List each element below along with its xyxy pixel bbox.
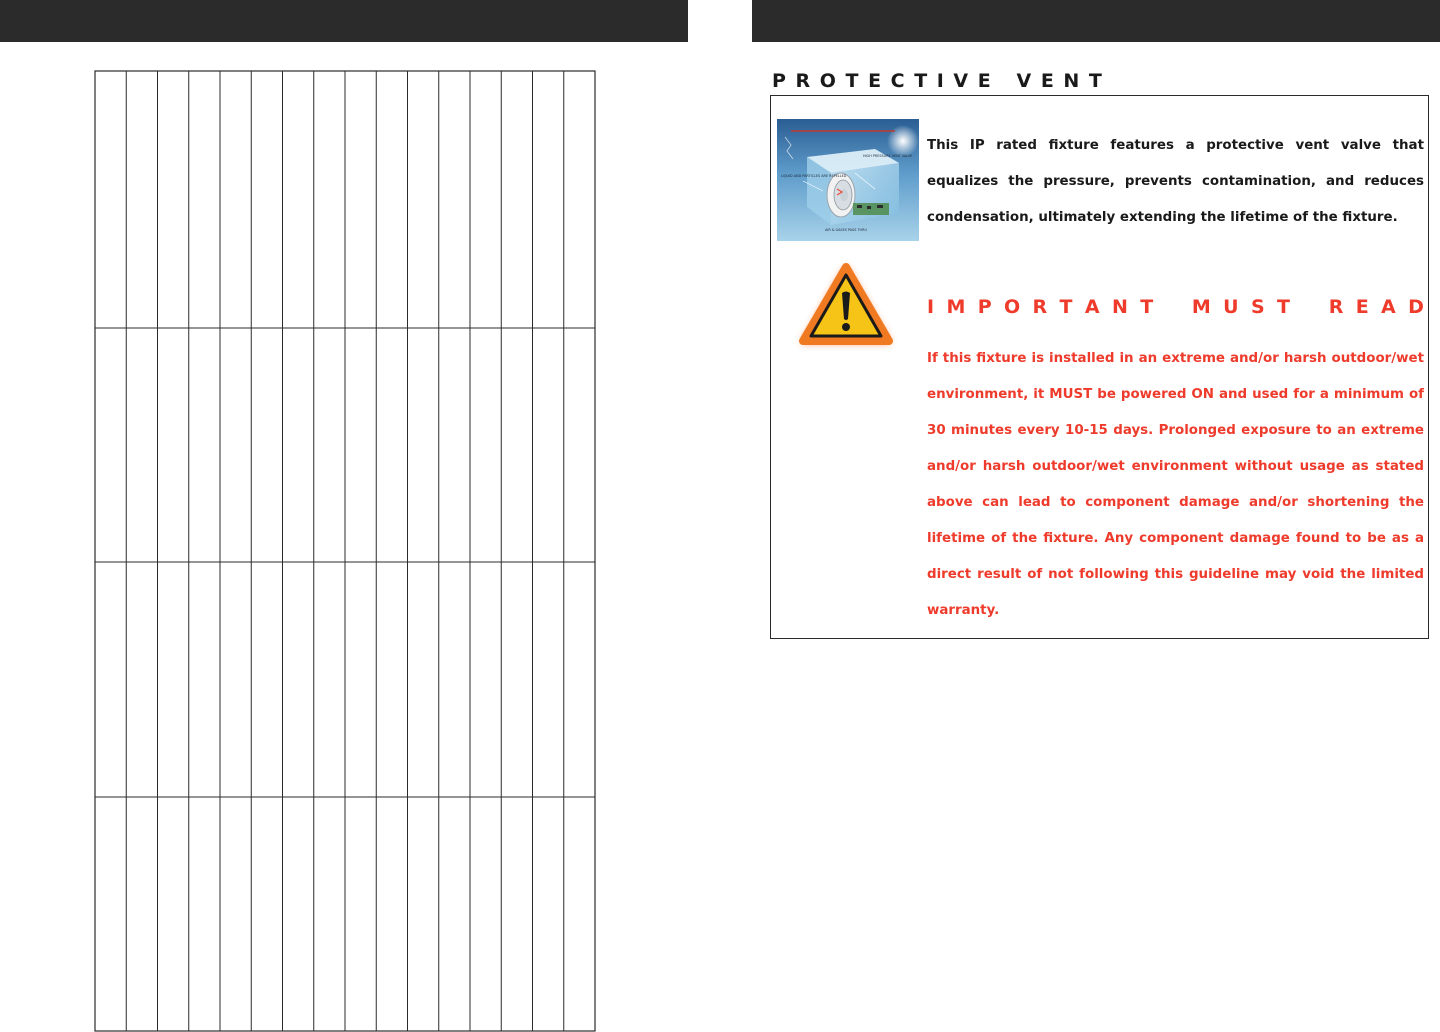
left-header-bar <box>0 0 688 42</box>
title-gap <box>1302 296 1316 318</box>
title-letter: T <box>1059 296 1073 318</box>
intro-paragraph: This IP rated fixture features a protective vent valve that equalizes the pressure, prevents contamination, and reduces condensation, ultimately extending the lifetime of the fixture. <box>927 138 1424 225</box>
title-letter: T <box>1140 296 1154 318</box>
title-letter: D <box>1408 296 1424 318</box>
title-letter: I <box>927 296 935 318</box>
label-liquid-repelled: LIQUID AND PARTICLES ARE REPELLED <box>781 174 847 178</box>
title-letter: M <box>1191 296 1211 318</box>
title-letter: R <box>1328 296 1344 318</box>
content-box <box>770 95 1429 639</box>
label-air-gases: AIR & GASES PASS THRU <box>825 228 867 232</box>
title-letter: M <box>946 296 966 318</box>
title-letter: O <box>1004 296 1021 318</box>
title-letter: T <box>1277 296 1290 318</box>
left-page <box>0 0 688 1031</box>
title-letter: U <box>1223 296 1239 318</box>
warning-triangle-icon <box>793 257 899 357</box>
label-vent-valve: HIGH PRESSURE VENT VALVE <box>863 154 913 158</box>
title-gap <box>1166 296 1180 318</box>
right-header-bar <box>752 0 1440 42</box>
title-letter: S <box>1250 296 1265 318</box>
right-page <box>752 0 1440 1031</box>
title-letter: R <box>1032 296 1048 318</box>
title-letter: A <box>1381 296 1396 318</box>
important-title <box>927 296 1424 318</box>
title-letter: N <box>1111 296 1128 318</box>
title-letter: A <box>1084 296 1100 318</box>
protective-vent-illustration <box>777 119 919 241</box>
blank-notes-grid <box>94 70 596 1032</box>
title-letter: E <box>1355 296 1369 318</box>
title-letter: P <box>977 296 992 318</box>
warning-paragraph: If this fixture is installed in an extreme and/or harsh outdoor/wet environment, it MUST be powered ON and used for a minimum of 30 minutes every 10-15 days. Prolonged exposure to an extreme and/or harsh outdoor/wet environment without usage as stated above can lead to component damage and/or shortening the lifetime of the fixture. Any component damage found to be as a direct result of not following this guideline may void the limited warranty. <box>927 351 1424 618</box>
section-title: PROTECTIVE VENT <box>772 70 1112 92</box>
